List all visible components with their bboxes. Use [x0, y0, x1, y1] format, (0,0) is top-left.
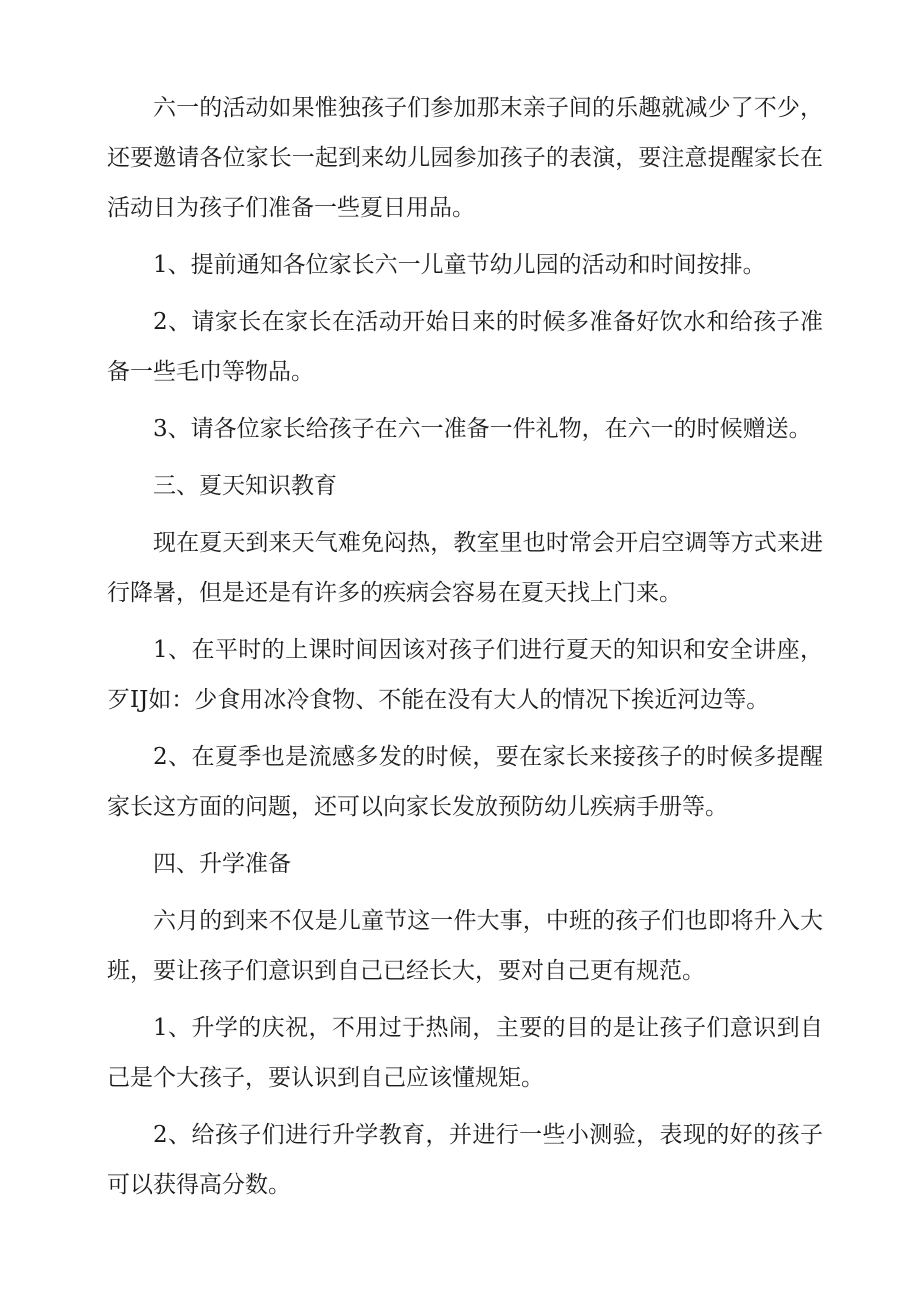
paragraph-summer-intro: 现在夏天到来天气难免闷热，教室里也时常会开启空调等方式来进行降暑，但是还是有许多的疾病会容易在夏天找上门来。	[107, 530, 823, 606]
paragraph-summer-item-2: 2、在夏季也是流感多发的时候，要在家长来接孩子的时候多提醒家长这方面的问题，还可以向家长发放预防幼儿疾病手册等。	[107, 744, 823, 820]
paragraph-intro: 六一的活动如果惟独孩子们参加那末亲子间的乐趣就减少了不少，还要邀请各位家长一起到来幼儿园参加孩子的表演，要注意提醒家长在活动日为孩子们准备一些夏日用品。	[107, 95, 823, 221]
paragraph-promotion-intro: 六月的到来不仅是儿童节这一件大事，中班的孩子们也即将升入大班，要让孩子们意识到自己已经长大，要对自己更有规范。	[107, 908, 823, 984]
paragraph-promotion-item-1: 1、升学的庆祝，不用过于热闹，主要的目的是让孩子们意识到自己是个大孩子，要认识到自己应该懂规矩。	[107, 1015, 823, 1091]
paragraph-promotion-item-2: 2、给孩子们进行升学教育，并进行一些小测验，表现的好的孩子可以获得高分数。	[107, 1122, 823, 1198]
section-heading-promotion: 四、升学准备	[153, 851, 291, 877]
paragraph-item-3: 3、请各位家长给孩子在六一准备一件礼物，在六一的时候赠送。	[153, 416, 812, 442]
paragraph-summer-item-1: 1、在平时的上课时间因该对孩子们进行夏天的知识和安全讲座，歹IJ如：少食用冰冷食物、不能在没有大人的情况下挨近河边等。	[107, 637, 823, 713]
document-body	[107, 83, 823, 1217]
section-heading-summer: 三、夏天知识教育	[153, 473, 337, 499]
paragraph-item-2: 2、请家长在家长在活动开始日来的时候多准备好饮水和给孩子准备一些毛巾等物品。	[107, 309, 823, 385]
paragraph-item-1: 1、提前通知各位家长六一儿童节幼儿园的活动和时间按排。	[153, 252, 766, 278]
